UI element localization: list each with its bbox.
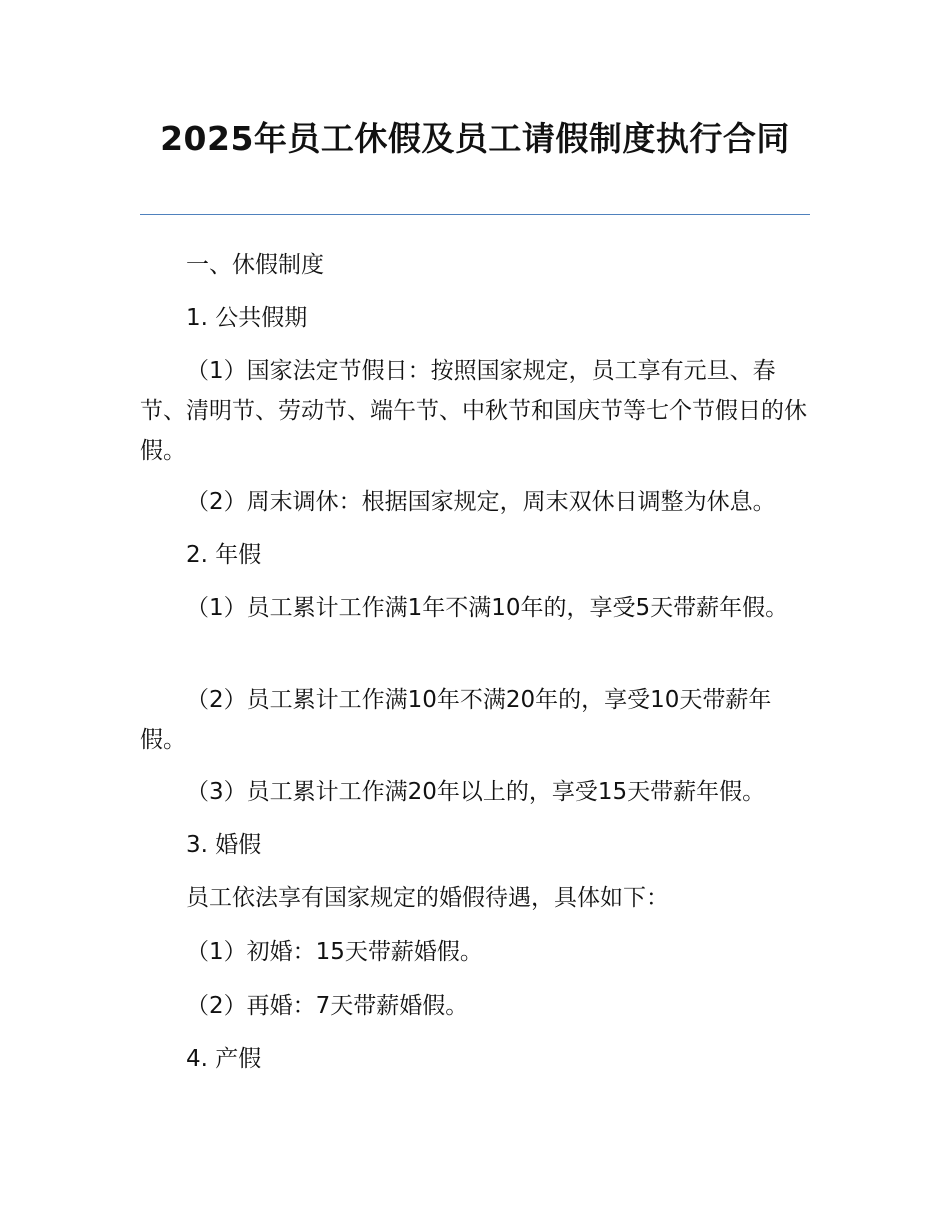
paragraph-first-marriage: （1）初婚：15天带薪婚假。: [186, 939, 483, 965]
subsection-maternity-leave: 4. 产假: [186, 1046, 262, 1072]
document-title: 2025年员工休假及员工请假制度执行合同: [160, 119, 790, 158]
subsection-marriage-leave: 3. 婚假: [186, 832, 262, 858]
paragraph-statutory-holidays: （1）国家法定节假日：按照国家规定，员工享有元旦、春节、清明节、劳动节、端午节、中秋节和国庆节等七个节假日的休假。: [140, 358, 807, 464]
title-divider: [140, 214, 810, 215]
subsection-public-holidays: 1. 公共假期: [186, 305, 308, 331]
paragraph-marriage-intro: 员工依法享有国家规定的婚假待遇，具体如下：: [186, 885, 669, 911]
paragraph-annual-leave-3: （3）员工累计工作满20年以上的，享受15天带薪年假。: [186, 779, 766, 805]
paragraph-weekend-rest: （2）周末调休：根据国家规定，周末双休日调整为休息。: [186, 489, 776, 515]
paragraph-remarriage: （2）再婚：7天带薪婚假。: [186, 993, 469, 1019]
subsection-annual-leave: 2. 年假: [186, 542, 262, 568]
paragraph-annual-leave-2: （2）员工累计工作满10年不满20年的，享受10天带薪年假。: [140, 687, 772, 753]
paragraph-annual-leave-1: （1）员工累计工作满1年不满10年的，享受5天带薪年假。: [186, 595, 789, 621]
section-heading-vacation: 一、休假制度: [186, 252, 324, 278]
